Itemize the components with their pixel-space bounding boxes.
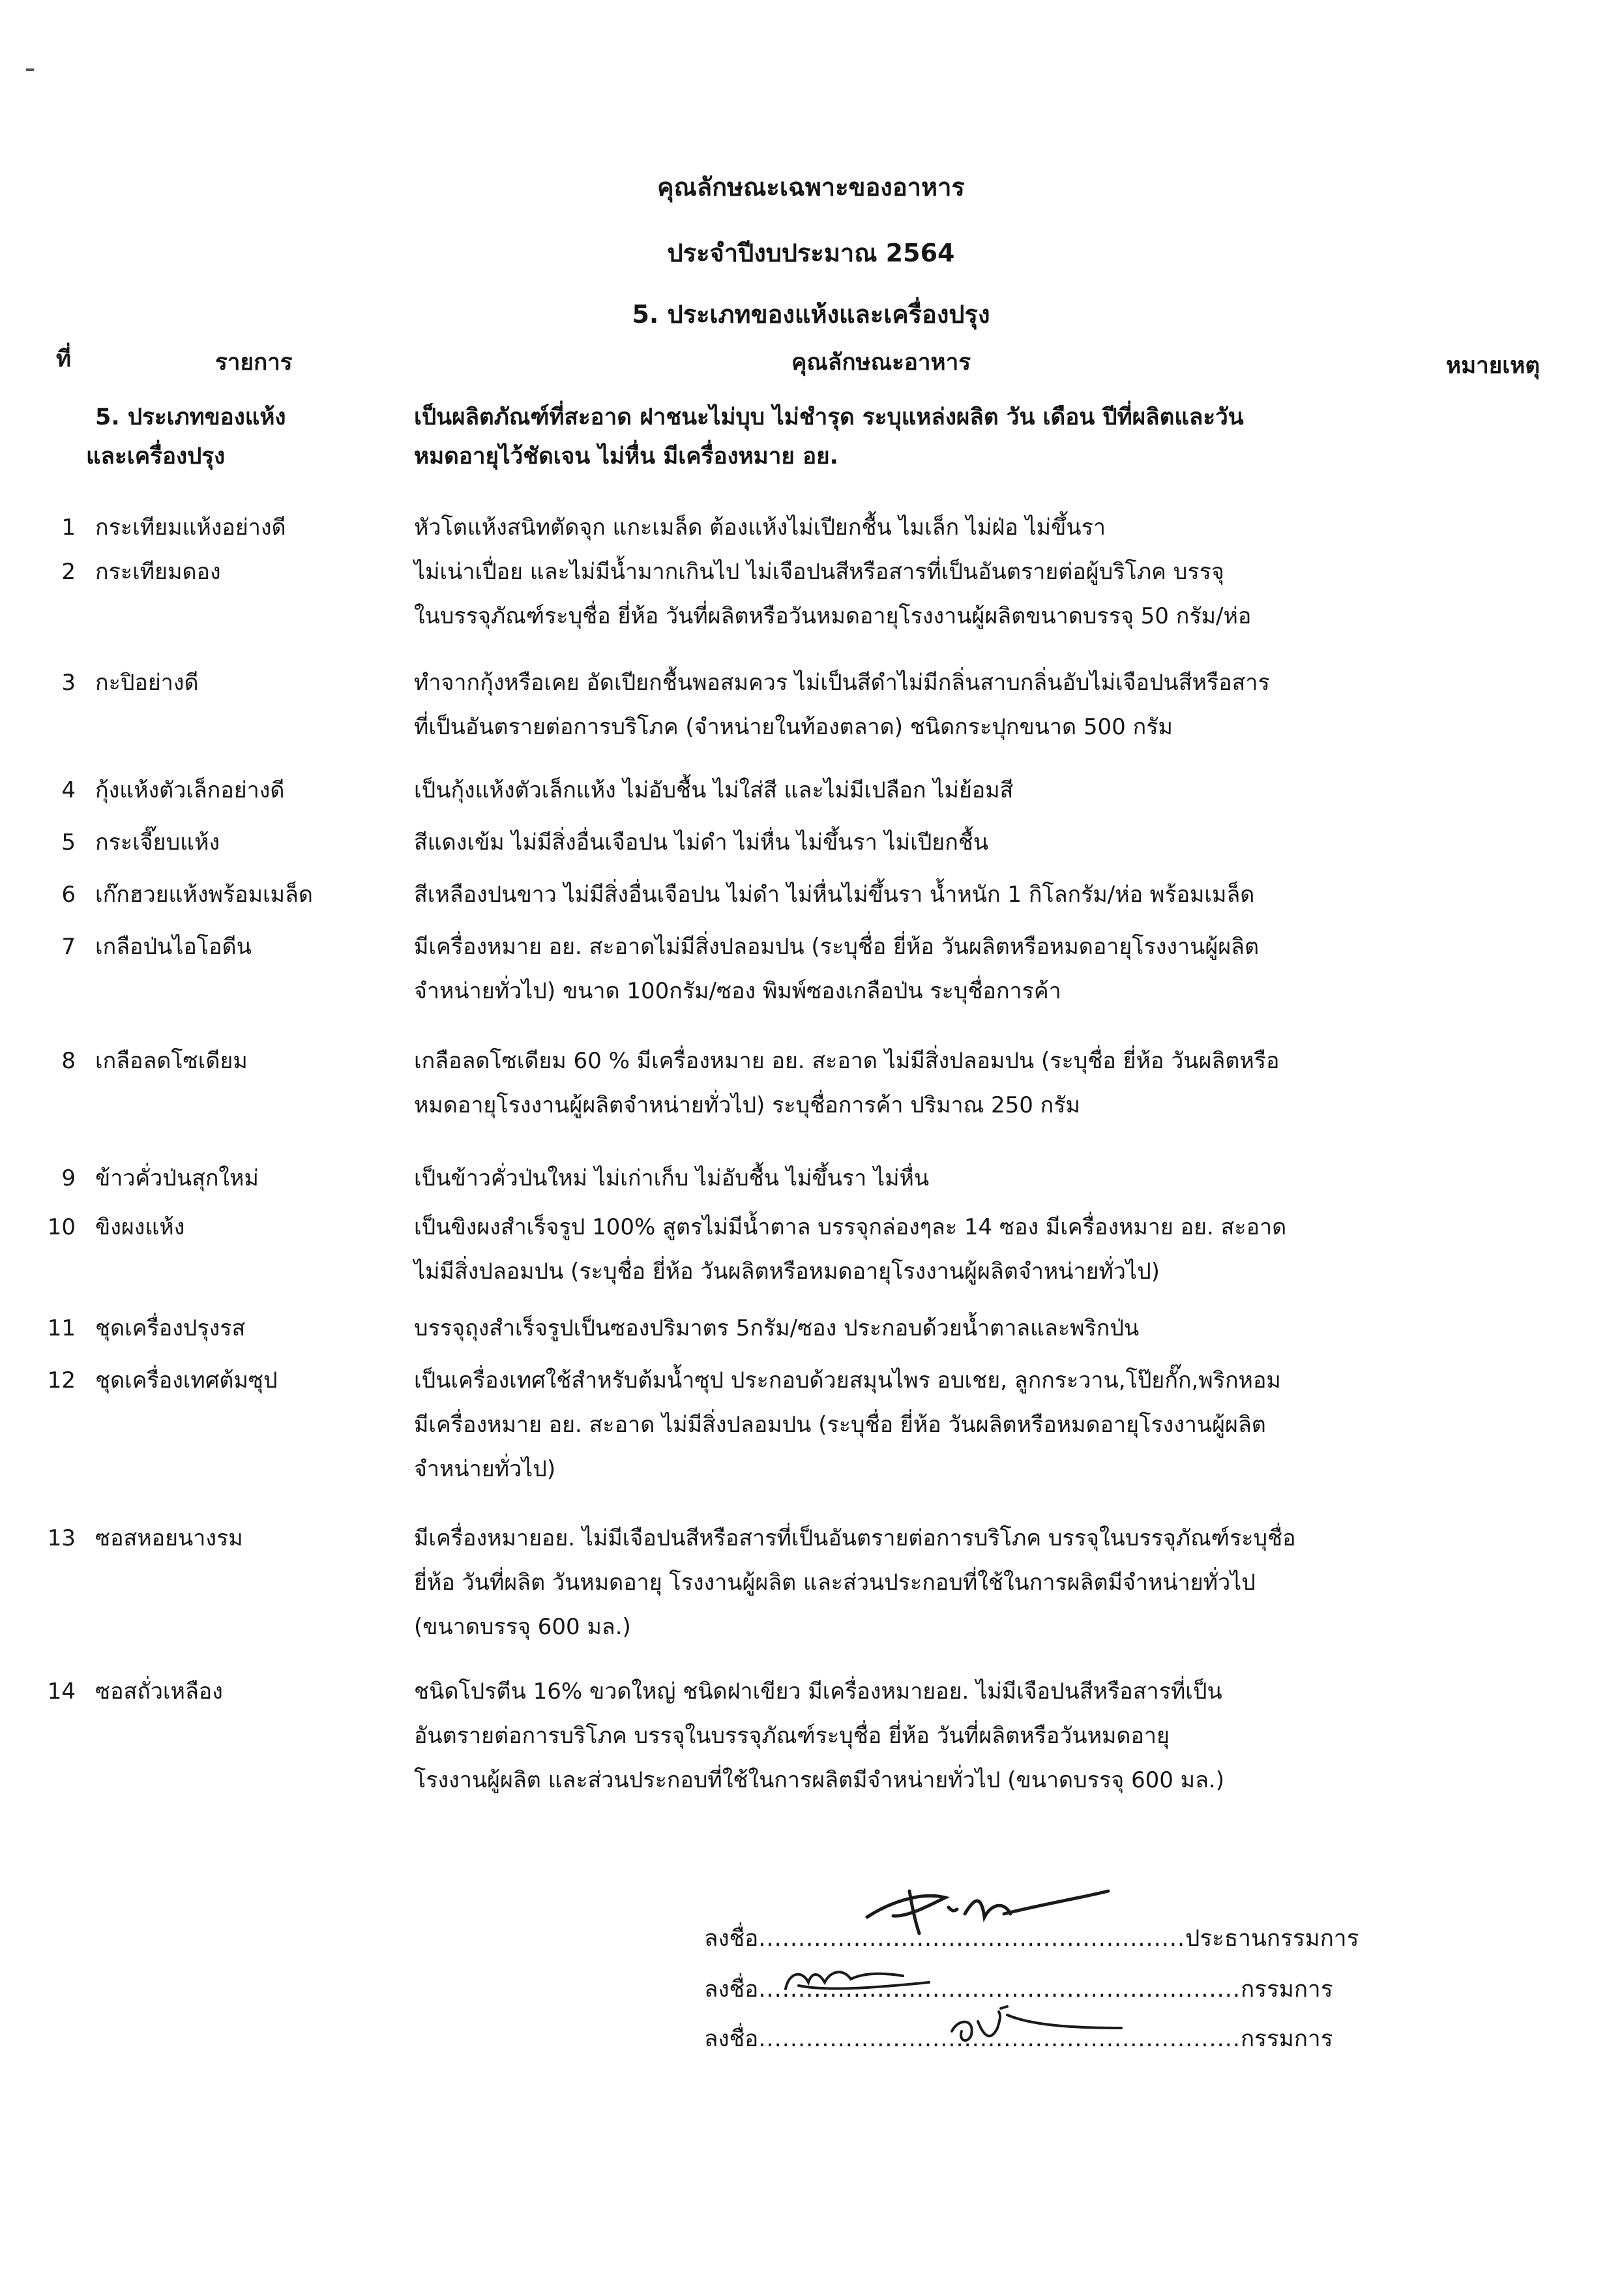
signature-label: ลงชื่อ — [704, 1926, 759, 1952]
row-item-name: กระเทียมดอง — [95, 559, 221, 585]
signature-label: ลงชื่อ — [704, 1976, 759, 2003]
row-number: 10 — [47, 1214, 76, 1240]
spec-line: หมดอายุโรงงานผู้ผลิตจำหน่ายทั่วไป) ระบุชื่อการค้า ปริมาณ 250 กรัม — [414, 1092, 1080, 1118]
row-number: 4 — [61, 777, 76, 803]
row-number: 7 — [61, 934, 76, 960]
row-item-name: กระเทียมแห้งอย่างดี — [95, 514, 286, 541]
row-item-name: ซอสถั่วเหลือง — [95, 1678, 223, 1705]
row-number: 2 — [61, 559, 76, 585]
section-title: 5. ประเภทของแห้งและเครื่องปรุง — [632, 300, 990, 329]
category-desc-line: เป็นผลิตภัณฑ์ที่สะอาด ฝาชนะไม่บุบ ไม่ชำรุด ระบุแหล่งผลิต วัน เดือน ปีที่ผลิตและวัน — [414, 404, 1244, 430]
category-name-line: และเครื่องปรุง — [86, 443, 226, 470]
spec-line: บรรจุถุงสำเร็จรูปเป็นซองปริมาตร 5กรัม/ซอง ประกอบด้วยน้ำตาลและพริกป่น — [414, 1315, 1140, 1341]
row-spec — [414, 1039, 1438, 1127]
signature-dots: ...................................................... — [758, 1926, 1186, 1952]
row-item-name: กระเจี๊ยบแห้ง — [95, 829, 220, 856]
spec-line: สีแดงเข้ม ไม่มีสิ่งอื่นเจือปน ไม่ดำ ไม่หื่น ไม่ขึ้นรา ไม่เปียกชื้น — [414, 829, 989, 856]
header-spec: คุณลักษณะอาหาร — [791, 350, 971, 376]
row-item-name: ซอสหอยนางรม — [95, 1525, 243, 1551]
spec-line: มีเครื่องหมายอย. ไม่มีเจือปนสีหรือสารที่เป็นอันตรายต่อการบริโภค บรรจุในบรรจุภัณฑ์ระบุชื่อ — [414, 1525, 1296, 1551]
spec-line: เป็นเครื่องเทศใช้สำหรับต้มน้ำซุป ประกอบด้วยสมุนไพร อบเชย, ลูกกระวาน,โป๊ยกั๊ก,พริกหอม — [414, 1367, 1281, 1394]
row-spec — [414, 1516, 1438, 1649]
row-number: 14 — [47, 1678, 76, 1705]
signature-dots: ............................................................. — [758, 2026, 1241, 2052]
spec-line: ที่เป็นอันตรายต่อการบริโภค (จำหน่ายในท้องตลาด) ชนิดกระปุกขนาด 500 กรัม — [414, 714, 1173, 740]
header-item: รายการ — [215, 350, 293, 376]
row-item-name: เกลือลดโซเดียม — [95, 1048, 248, 1074]
category-desc-line: หมดอายุไว้ชัดเจน ไม่หื่น มีเครื่องหมาย อย. — [414, 443, 838, 470]
signature-role: กรรมการ — [1240, 2026, 1333, 2052]
spec-line: ไม่เน่าเปื่อย และไม่มีน้ำมากเกินไป ไม่เจือปนสีหรือสารที่เป็นอันตรายต่อผู้บริโภค บรรจุ — [414, 559, 1224, 585]
signature-label: ลงชื่อ — [704, 2026, 759, 2052]
row-number: 3 — [61, 670, 76, 696]
header-no: ที่ — [56, 346, 72, 372]
document-subtitle: ประจำปีงบประมาณ 2564 — [667, 239, 955, 267]
spec-line: ในบรรจุภัณฑ์ระบุชื่อ ยี่ห้อ วันที่ผลิตหรือวันหมดอายุโรงงานผู้ผลิตขนาดบรรจุ 50 กรัม/ห่อ — [414, 603, 1252, 629]
spec-line: เป็นกุ้งแห้งตัวเล็กแห้ง ไม่อับชื้น ไม่ใส่สี และไม่มีเปลือก ไม่ย้อมสี — [414, 777, 1014, 803]
spec-line: (ขนาดบรรจุ 600 มล.) — [414, 1614, 631, 1640]
handwritten-signature-member-1 — [773, 1953, 942, 2005]
row-spec — [414, 1358, 1438, 1491]
row-number: 13 — [47, 1525, 76, 1551]
handwritten-signature-member-2 — [939, 1999, 1134, 2064]
row-spec — [414, 505, 1438, 550]
row-item-name: ชุดเครื่องเทศต้มซุป — [95, 1367, 278, 1394]
spec-line: โรงงานผู้ผลิต และส่วนประกอบที่ใช้ในการผลิตมีจำหน่ายทั่วไป (ขนาดบรรจุ 600 มล.) — [414, 1767, 1224, 1793]
row-number: 8 — [61, 1048, 76, 1074]
document-title: คุณลักษณะเฉพาะของอาหาร — [657, 173, 965, 201]
row-number: 11 — [47, 1315, 76, 1341]
row-spec — [414, 872, 1438, 917]
spec-line: หัวโตแห้งสนิทตัดจุก แกะเมล็ด ต้องแห้งไม่เปียกชื้น ไมเล็ก ไม่ฝ่อ ไม่ขึ้นรา — [414, 514, 1106, 541]
spec-line: มีเครื่องหมาย อย. สะอาด ไม่มีสิ่งปลอมปน (ระบุชื่อ ยี่ห้อ วันผลิตหรือหมดอายุโรงงานผู้ผลิต — [414, 1412, 1266, 1438]
spec-line: ยี่ห้อ วันที่ผลิต วันหมดอายุ โรงงานผู้ผลิต และส่วนประกอบที่ใช้ในการผลิตมีจำหน่ายทั่วไป — [414, 1570, 1256, 1596]
row-item-name: กุ้งแห้งตัวเล็กอย่างดี — [95, 777, 285, 803]
category-name — [86, 398, 395, 476]
handwritten-signature-chairman — [848, 1878, 1121, 1943]
row-item-name: ขิงผงแห้ง — [95, 1214, 185, 1240]
row-spec — [414, 1669, 1438, 1802]
row-number: 1 — [61, 514, 76, 541]
row-spec — [414, 768, 1438, 813]
row-spec — [414, 1306, 1438, 1350]
category-description — [414, 398, 1431, 476]
row-number: 9 — [61, 1165, 76, 1191]
spec-line: เกลือลดโซเดียม 60 % มีเครื่องหมาย อย. สะอาด ไม่มีสิ่งปลอมปน (ระบุชื่อ ยี่ห้อ วันผลิตหรือ — [414, 1048, 1280, 1074]
scan-mark — [26, 68, 34, 71]
signature-role: กรรมการ — [1240, 1976, 1333, 2003]
spec-line: จำหน่ายทั่วไป) ขนาด 100กรัม/ซอง พิมพ์ซองเกลือป่น ระบุชื่อการค้า — [414, 978, 1061, 1004]
row-item-name: ข้าวคั่วป่นสุกใหม่ — [95, 1165, 259, 1191]
row-spec — [414, 1156, 1438, 1200]
row-item-name: เกลือป่นไอโอดีน — [95, 934, 252, 960]
category-name-line: 5. ประเภทของแห้ง — [95, 404, 286, 430]
spec-line: ไม่มีสิ่งปลอมปน (ระบุชื่อ ยี่ห้อ วันผลิตหรือหมดอายุโรงงานผู้ผลิตจำหน่ายทั่วไป) — [414, 1259, 1160, 1285]
row-number: 5 — [61, 829, 76, 856]
row-spec — [414, 550, 1438, 638]
row-item-name: ชุดเครื่องปรุงรส — [95, 1315, 246, 1341]
spec-line: อันตรายต่อการบริโภค บรรจุในบรรจุภัณฑ์ระบุชื่อ ยี่ห้อ วันที่ผลิตหรือวันหมดอายุ — [414, 1723, 1170, 1749]
row-item-name: เก๊กฮวยแห้งพร้อมเมล็ด — [95, 882, 313, 908]
spec-line: มีเครื่องหมาย อย. สะอาดไม่มีสิ่งปลอมปน (ระบุชื่อ ยี่ห้อ วันผลิตหรือหมดอายุโรงงานผู้ผลิต — [414, 934, 1260, 960]
spec-line: ทำจากกุ้งหรือเคย อัดเปียกชื้นพอสมควร ไม่เป็นสีดำไม่มีกลิ่นสาบกลิ่นอับไม่เจือปนสีหรือสาร — [414, 670, 1270, 696]
spec-line: สีเหลืองปนขาว ไม่มีสิ่งอื่นเจือปน ไม่ดำ ไม่หื่นไม่ขึ้นรา น้ำหนัก 1 กิโลกรัม/ห่อ พร้อมเมล็ด — [414, 882, 1255, 908]
signature-dots: ............................................................. — [758, 1976, 1241, 2003]
spec-line: ชนิดโปรตีน 16% ขวดใหญ่ ชนิดฝาเขียว มีเครื่องหมายอย. ไม่มีเจือปนสีหรือสารที่เป็น — [414, 1678, 1222, 1705]
row-spec — [414, 661, 1438, 749]
row-spec — [414, 1205, 1438, 1294]
row-number: 12 — [47, 1367, 76, 1394]
spec-line: เป็นข้าวคั่วป่นใหม่ ไม่เก่าเก็บ ไม่อับชื้น ไม่ขึ้นรา ไม่หื่น — [414, 1165, 930, 1191]
row-item-name: กะปิอย่างดี — [95, 670, 199, 696]
spec-line: เป็นขิงผงสำเร็จรูป 100% สูตรไม่มีน้ำตาล บรรจุกล่องๆละ 14 ซอง มีเครื่องหมาย อย. สะอาด — [414, 1214, 1287, 1240]
spec-line: จำหน่ายทั่วไป) — [414, 1456, 556, 1482]
row-number: 6 — [61, 882, 76, 908]
signature-role: ประธานกรรมการ — [1185, 1926, 1359, 1952]
row-spec — [414, 925, 1438, 1013]
header-note: หมายเหตุ — [1446, 353, 1541, 379]
row-spec — [414, 820, 1438, 865]
